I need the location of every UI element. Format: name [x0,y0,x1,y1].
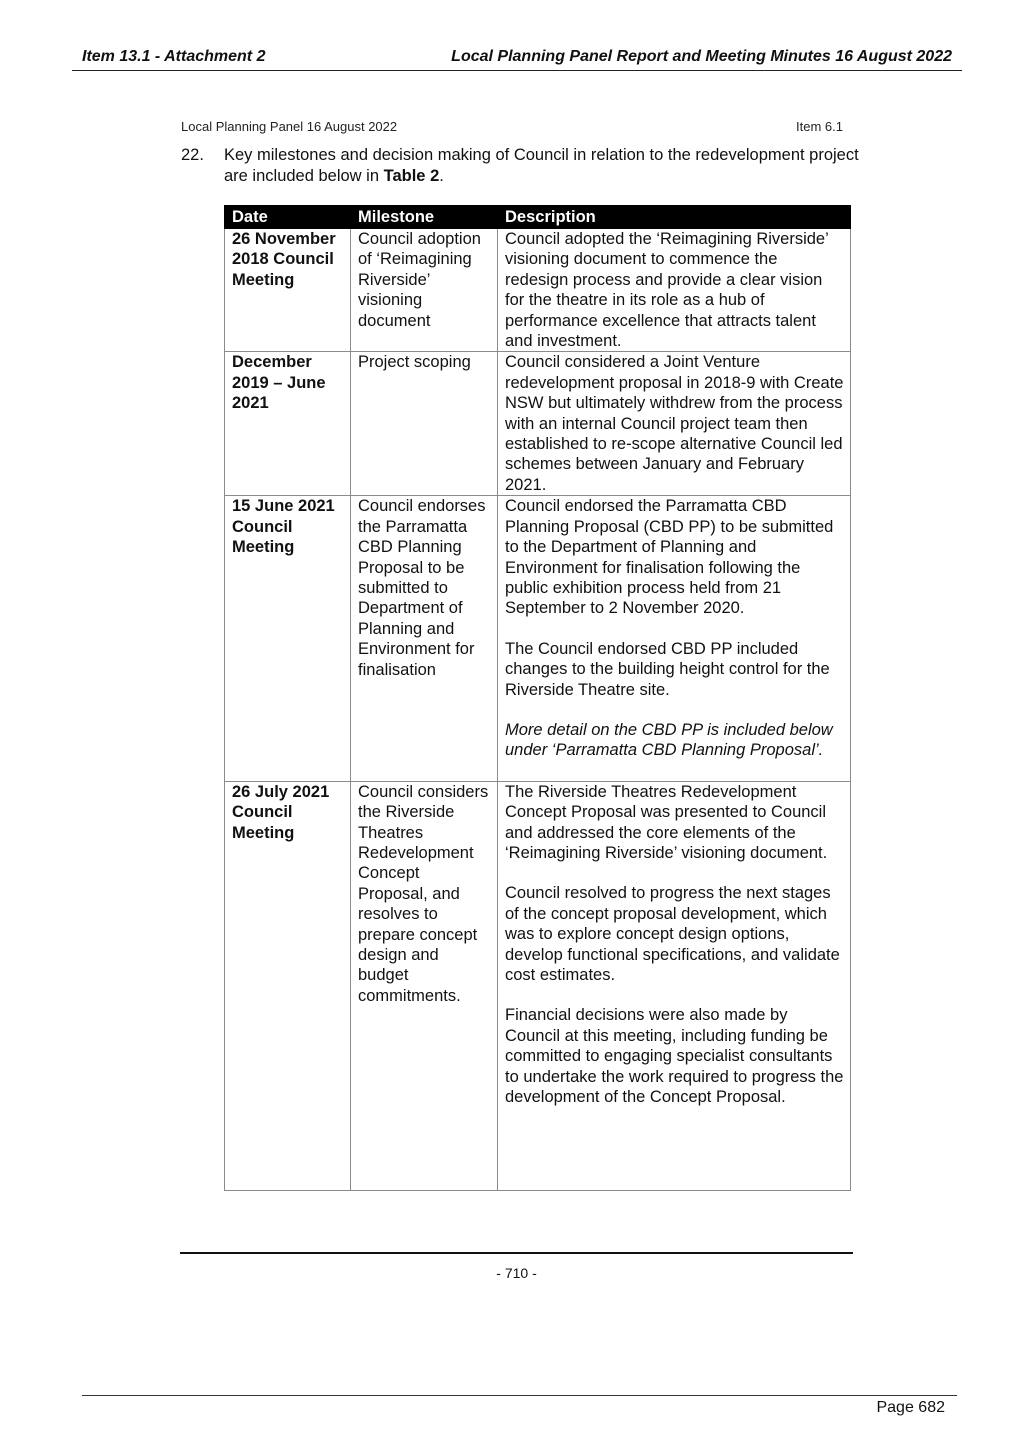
table-reference: Table 2 [383,166,440,185]
paragraph-text [224,145,861,186]
row-date: 26 November 2018 Council Meeting [225,229,351,352]
bottom-divider [82,1395,957,1396]
description-paragraph: Council considered a Joint Venture redevelopment proposal in 2018-9 with Create NSW but ultimately withdrew from the process with an internal Council project team then established to re-scope alternative Council led schemes between January and February 2021. [505,353,844,494]
paragraph-22 [181,145,861,186]
paragraph-text-end: . [439,166,444,185]
item-number: Item 6.1 [796,119,843,134]
inner-header [181,119,843,134]
paragraph-text-start: Key milestones and decision making of Council in relation to the redevelopment project are included below in [224,146,859,185]
description-paragraph: The Riverside Theatres Redevelopment Concept Proposal was presented to Council and addressed the core elements of the ‘Reimagining Riverside’ visioning document. [505,782,828,862]
table-header-row [225,206,851,229]
description-paragraph: Council endorsed the Parramatta CBD Planning Proposal (CBD PP) to be submitted to the Department of Planning and Environment for finalisation following the public exhibition process held from 21 September to 2 November 2020. [505,497,834,618]
table-row [225,781,851,1190]
header-description: Description [498,206,851,229]
paragraph-number: 22. [181,146,204,164]
milestones-table [224,205,851,1191]
description-paragraph: The Council endorsed CBD PP included changes to the building height control for the Riverside Theatre site. [505,639,830,699]
row-description [498,496,851,781]
row-date: 26 July 2021 Council Meeting [225,781,351,1190]
description-paragraph: Financial decisions were also made by Council at this meeting, including funding be committed to engaging specialist consultants to undertake the work required to progress the development of the Concept Proposal. [505,1006,844,1107]
table-row [225,496,851,781]
header-milestone: Milestone [351,206,498,229]
header-date: Date [225,206,351,229]
row-description [498,352,851,496]
attachment-label: Item 13.1 - Attachment 2 [82,48,266,65]
row-date: 15 June 2021 Council Meeting [225,496,351,781]
outer-page-number: Page 682 [876,1399,945,1416]
row-date: December 2019 – June 2021 [225,352,351,496]
row-milestone: Council adoption of ‘Reimagining Riverside’ visioning document [351,229,498,352]
row-milestone: Project scoping [351,352,498,496]
report-title: Local Planning Panel Report and Meeting Minutes 16 August 2022 [451,48,952,65]
description-note: More detail on the CBD PP is included below under ‘Parramatta CBD Planning Proposal’. [505,720,833,760]
footer-divider [180,1252,853,1254]
row-milestone: Council endorses the Parramatta CBD Planning Proposal to be submitted to Department of Planning and Environment for finalisation [351,496,498,781]
description-paragraph: Council resolved to progress the next stages of the concept proposal development, which was to explore concept design options, develop functional specifications, and validate cost estimates. [505,884,840,984]
table-row [225,352,851,496]
row-description [498,781,851,1190]
outer-header [72,48,962,71]
row-milestone: Council considers the Riverside Theatres Redevelopment Concept Proposal, and resolves to prepare concept design and budget commitments. [351,781,498,1190]
table-row [225,229,851,352]
row-description [498,229,851,352]
description-paragraph: Council adopted the ‘Reimagining Riverside’ visioning document to commence the redesign process and provide a clear vision for the theatre in its role as a hub of performance excellence that attracts talent and investment. [505,230,829,351]
panel-date: Local Planning Panel 16 August 2022 [181,119,398,134]
inner-page-number: - 710 - [496,1265,537,1281]
